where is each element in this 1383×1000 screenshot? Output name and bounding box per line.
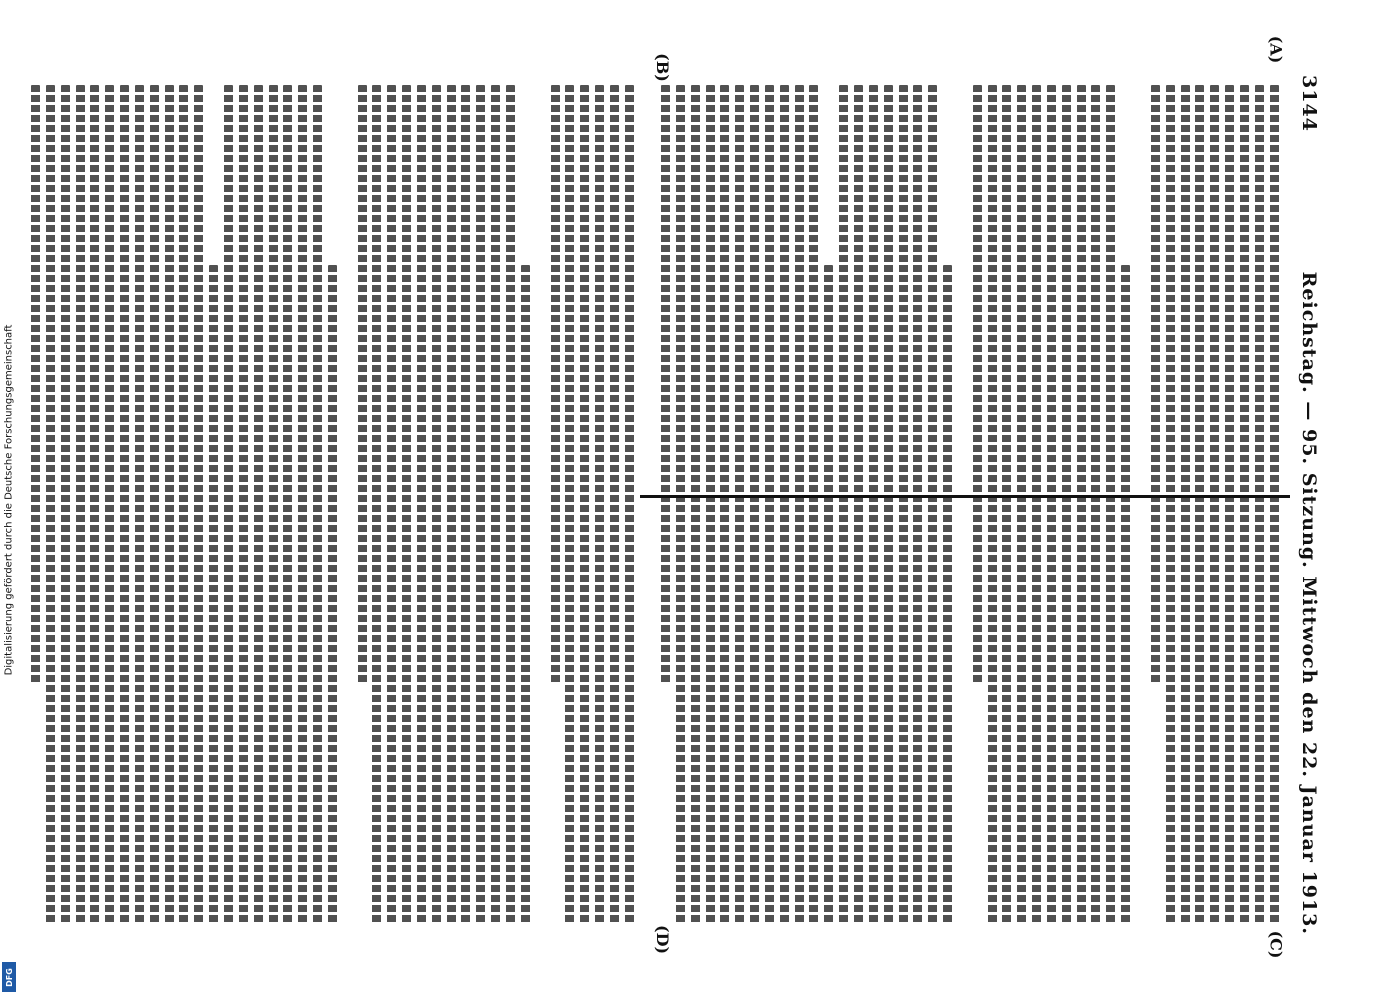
text-line [46, 85, 55, 925]
text-line [105, 85, 114, 925]
text-line [491, 85, 500, 925]
margin-marker-b: (B) [652, 53, 672, 82]
text-line [706, 85, 715, 925]
text-line [269, 85, 278, 925]
text-line [691, 85, 700, 925]
text-line [1077, 85, 1086, 925]
text-line [120, 85, 129, 925]
text-line [551, 85, 560, 685]
text-line [1255, 85, 1264, 925]
text-line [1210, 85, 1219, 925]
text-line [476, 85, 485, 925]
text-line [328, 265, 337, 925]
page-number: 3144 [1298, 75, 1320, 132]
text-line [765, 85, 774, 925]
text-line [1002, 85, 1011, 925]
text-line [795, 85, 804, 925]
text-line [372, 85, 381, 925]
digitization-note: Digitalisierung gefördert durch die Deutsche Forschungsgemeinschaft [3, 324, 15, 676]
text-line [209, 265, 218, 925]
text-line [1121, 265, 1130, 925]
text-line [1091, 85, 1100, 925]
text-line [1181, 85, 1190, 925]
text-line [239, 85, 248, 925]
text-line [750, 85, 759, 925]
text-line [165, 85, 174, 925]
dfg-logo: DFG [2, 962, 16, 992]
text-line [135, 85, 144, 925]
text-line [625, 85, 634, 925]
text-line [76, 85, 85, 925]
text-line [973, 85, 982, 685]
left-column [655, 75, 1285, 935]
text-line [1151, 85, 1160, 685]
text-line [358, 85, 367, 685]
text-line [1240, 85, 1249, 925]
text-line [432, 85, 441, 925]
session-title: Reichstag. — 95. Sitzung. Mittwoch den 22. Januar 1913. [1298, 271, 1320, 935]
text-line [506, 85, 515, 925]
text-line [884, 85, 893, 925]
text-line [809, 85, 818, 925]
text-line [387, 85, 396, 925]
running-header [1290, 75, 1328, 935]
margin-marker-a: (A) [1266, 35, 1286, 64]
text-line [720, 85, 729, 925]
text-line [1062, 85, 1071, 925]
text-line [343, 85, 352, 925]
right-column [25, 75, 640, 935]
text-line [90, 85, 99, 925]
text-line [1136, 85, 1145, 925]
text-line [958, 85, 967, 925]
text-line [943, 265, 952, 925]
text-line [313, 85, 322, 925]
margin-marker-c: (C) [1266, 930, 1286, 959]
text-line [913, 85, 922, 925]
text-line [224, 85, 233, 925]
margin-marker-d: (D) [653, 924, 673, 955]
text-line [1225, 85, 1234, 925]
text-line [854, 85, 863, 925]
text-line [150, 85, 159, 925]
text-line [447, 85, 456, 925]
text-line [298, 85, 307, 925]
text-line [61, 85, 70, 925]
column-divider [640, 495, 1290, 498]
text-line [1166, 85, 1175, 925]
text-line [1270, 85, 1279, 925]
text-line [869, 85, 878, 925]
text-line [1017, 85, 1026, 925]
text-line [402, 85, 411, 925]
text-line [417, 85, 426, 925]
text-line [283, 85, 292, 925]
text-line [899, 85, 908, 925]
text-line [988, 85, 997, 925]
text-line [780, 85, 789, 925]
text-line [194, 85, 203, 925]
text-line [521, 265, 530, 925]
text-line [1195, 85, 1204, 925]
text-line [536, 85, 545, 925]
text-line [31, 85, 40, 685]
text-line [676, 85, 685, 925]
text-line [928, 85, 937, 925]
text-line [179, 85, 188, 925]
text-line [839, 85, 848, 925]
text-line [565, 85, 574, 925]
text-line [461, 85, 470, 925]
text-line [1032, 85, 1041, 925]
text-line [661, 85, 670, 685]
text-line [1047, 85, 1056, 925]
text-line [824, 265, 833, 925]
text-line [580, 85, 589, 925]
text-line [254, 85, 263, 925]
text-line [595, 85, 604, 925]
text-line [735, 85, 744, 925]
text-line [610, 85, 619, 925]
text-line [1106, 85, 1115, 925]
